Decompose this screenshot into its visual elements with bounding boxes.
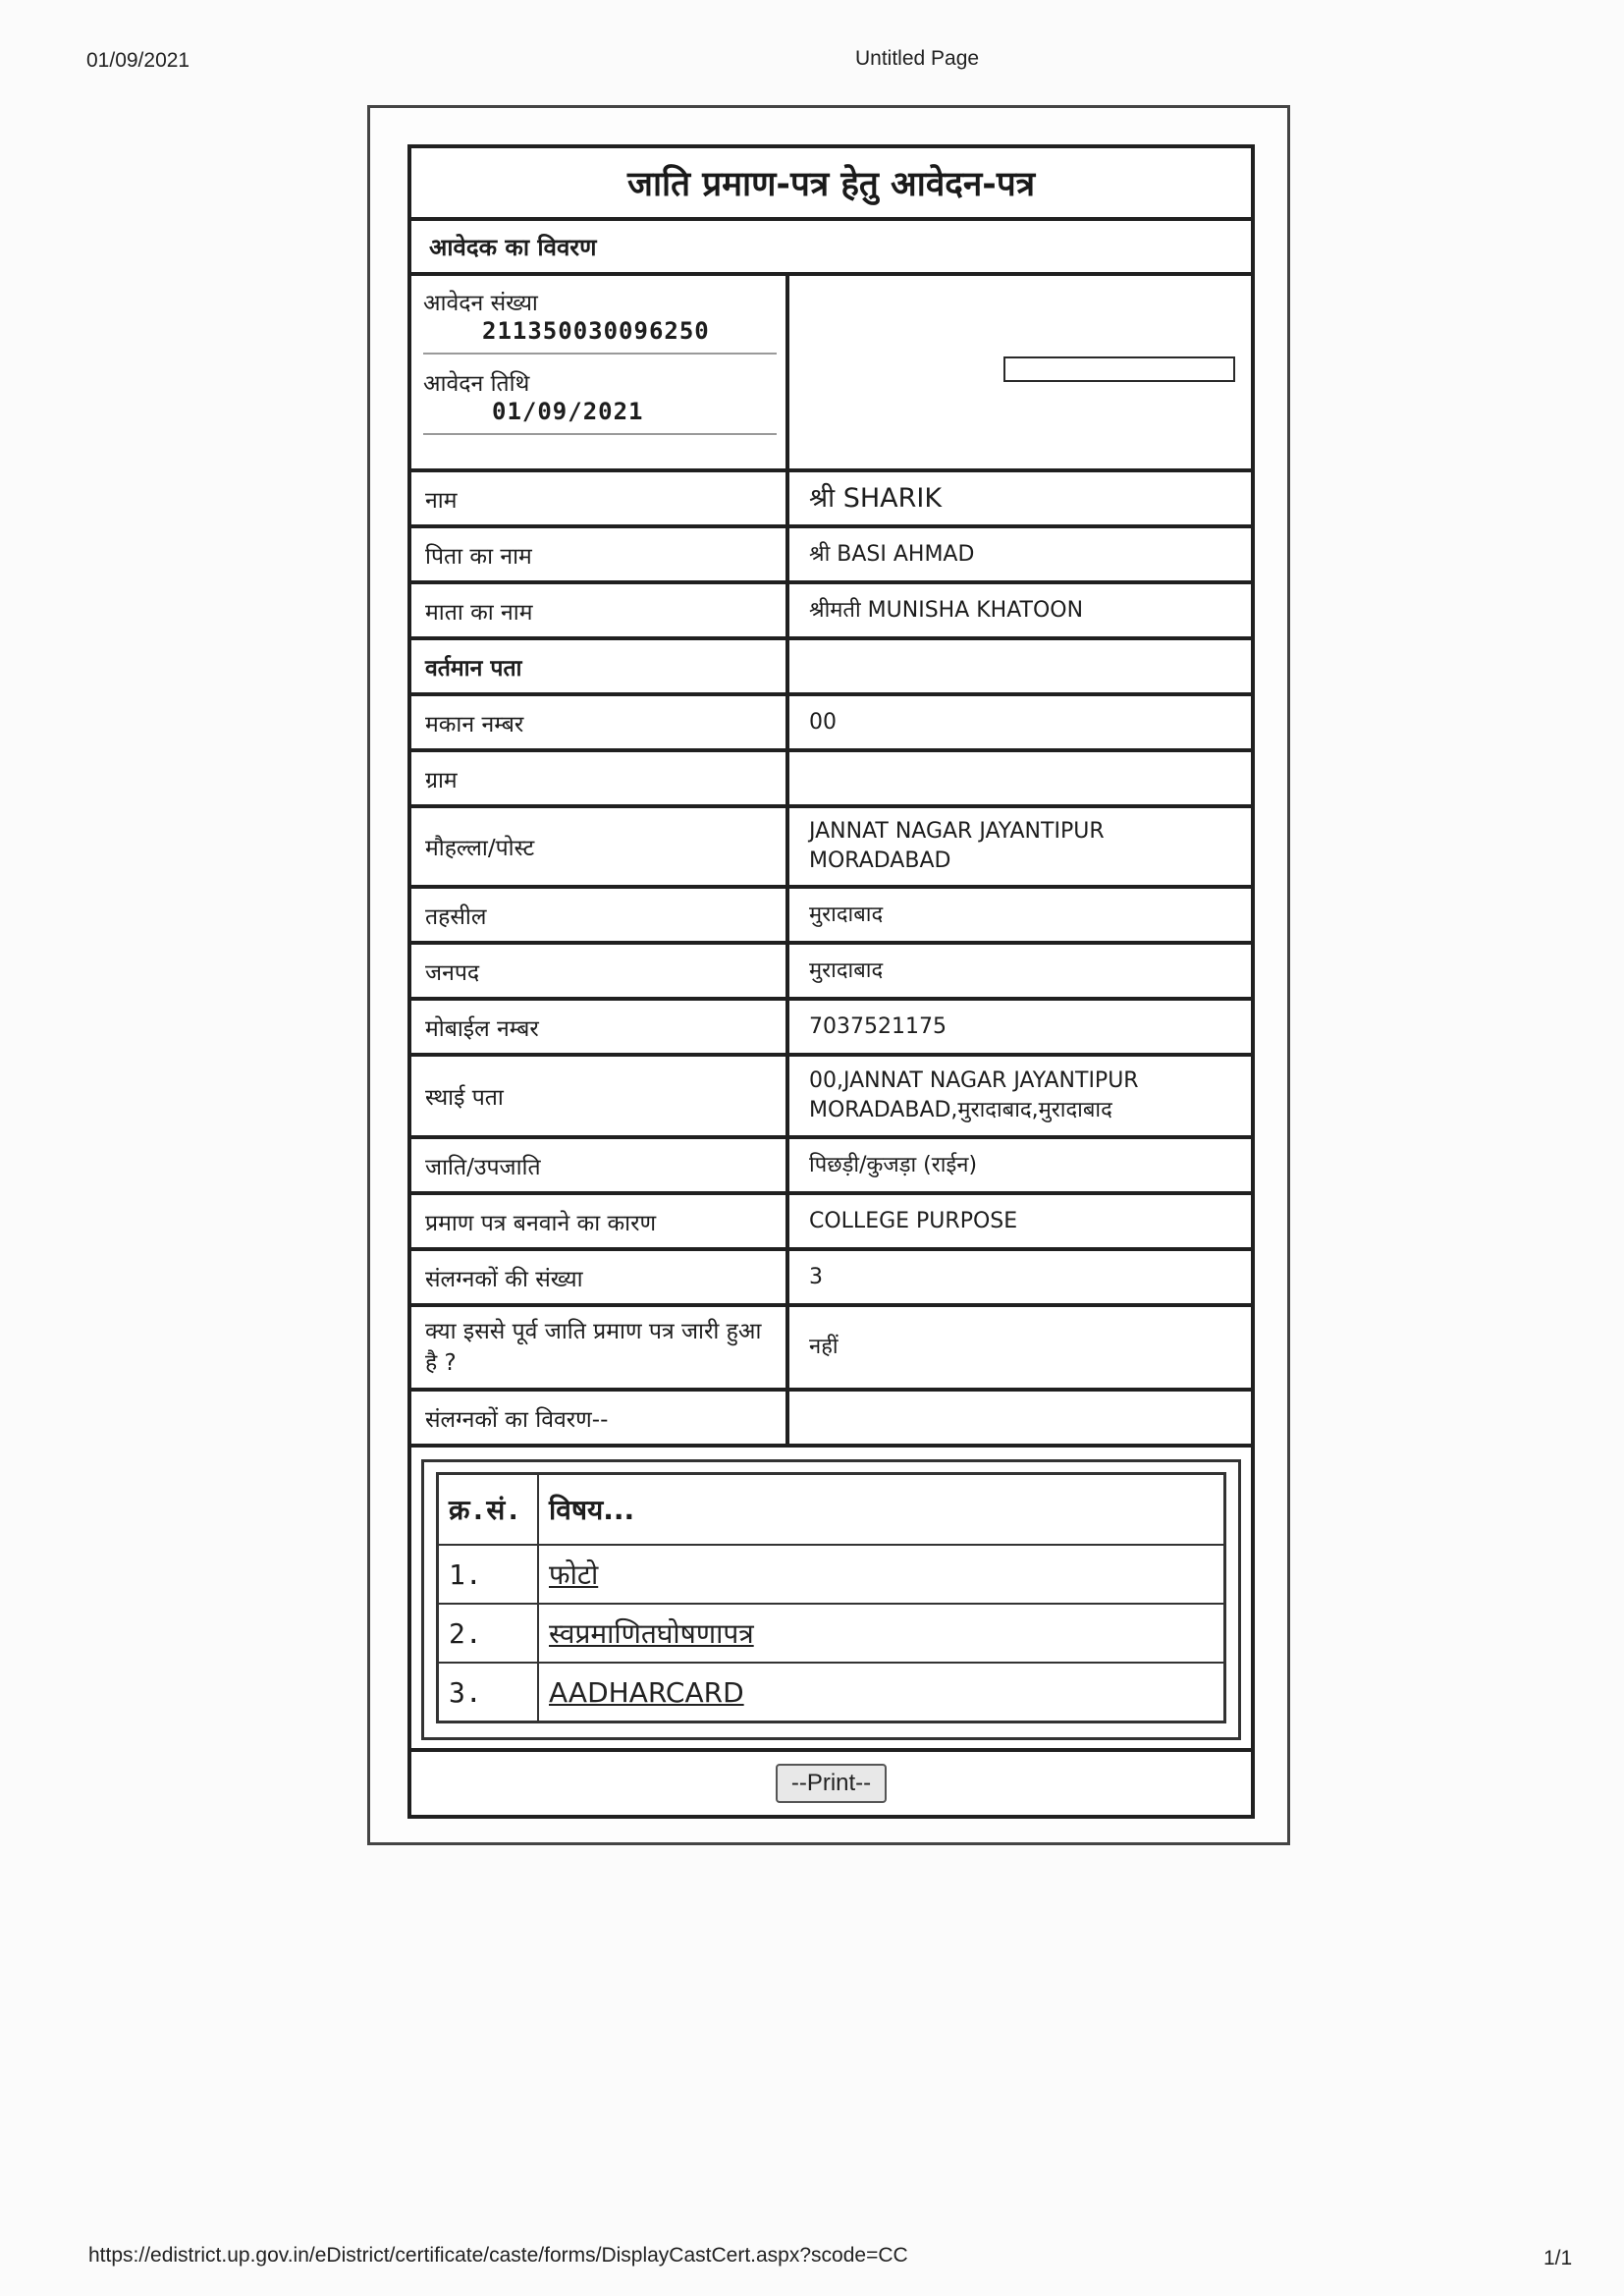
section-title: आवेदक का विवरण	[411, 221, 1251, 276]
application-date-item	[423, 366, 777, 435]
field-label: पिता का नाम	[411, 528, 789, 580]
field-row-father-name	[411, 528, 1251, 584]
field-row-attachment-details	[411, 1392, 1251, 1448]
print-date: 01/09/2021	[86, 49, 190, 72]
field-label: ग्राम	[411, 752, 789, 804]
caste-certificate-form	[407, 144, 1255, 1819]
attachment-link-photo[interactable]: फोटो	[549, 1558, 599, 1591]
attachments-section	[411, 1448, 1251, 1752]
serial-number: 2.	[438, 1604, 539, 1663]
field-value: 7037521175	[809, 1013, 947, 1039]
page-title: Untitled Page	[855, 47, 980, 70]
field-row-district	[411, 945, 1251, 1001]
form-title: जाति प्रमाण-पत्र हेतु आवेदन-पत्र	[411, 148, 1251, 221]
photo-placeholder	[1003, 356, 1235, 382]
application-number: 211350030096250	[482, 317, 710, 345]
field-row-tehsil	[411, 889, 1251, 945]
serial-header: क्र.सं.	[438, 1474, 539, 1546]
field-value: श्रीमती MUNISHA KHATOON	[809, 597, 1084, 623]
print-button[interactable]: --Print--	[776, 1764, 887, 1803]
field-label: मौहल्ला/पोस्ट	[411, 808, 789, 885]
application-number-label: आवेदन संख्या	[423, 291, 538, 316]
attachments-table	[436, 1472, 1226, 1723]
field-label: तहसील	[411, 889, 789, 941]
field-value: मुरादाबाद	[809, 957, 884, 983]
field-row-village	[411, 752, 1251, 808]
field-row-previous-certificate	[411, 1307, 1251, 1392]
field-value: मुरादाबाद	[809, 902, 884, 927]
serial-number: 1.	[438, 1545, 539, 1604]
attachment-link-aadhar[interactable]: AADHARCARD	[549, 1675, 744, 1709]
field-value: पिछड़ी/कुजड़ा (राईन)	[809, 1152, 978, 1177]
field-row-mobile	[411, 1001, 1251, 1057]
field-value: JANNAT NAGAR JAYANTIPUR MORADABAD	[809, 819, 1105, 873]
field-value: 3	[809, 1264, 823, 1289]
field-value: नहीं	[809, 1335, 839, 1359]
field-label: नाम	[411, 472, 789, 524]
field-label: मोबाईल नम्बर	[411, 1001, 789, 1053]
field-value: 00,JANNAT NAGAR JAYANTIPUR MORADABAD,मुरादाबाद,मुरादाबाद	[809, 1068, 1139, 1122]
field-row-locality-post	[411, 808, 1251, 889]
field-label: क्या इससे पूर्व जाति प्रमाण पत्र जारी हुआ है ?	[411, 1307, 789, 1388]
field-row-caste	[411, 1139, 1251, 1195]
field-row-current-address	[411, 640, 1251, 696]
field-label: संलग्नकों की संख्या	[411, 1251, 789, 1303]
application-date: 01/09/2021	[492, 398, 644, 425]
table-row	[438, 1663, 1225, 1722]
field-value: श्री BASI AHMAD	[809, 541, 975, 567]
field-value: श्री SHARIK	[809, 482, 943, 514]
field-label: वर्तमान पता	[411, 640, 789, 692]
serial-number: 3.	[438, 1663, 539, 1722]
attachment-link-self-declaration[interactable]: स्वप्रमाणितघोषणापत्र	[549, 1617, 754, 1650]
field-row-attachment-count	[411, 1251, 1251, 1307]
page-count: 1/1	[1543, 2247, 1573, 2269]
field-label: मकान नम्बर	[411, 696, 789, 748]
application-number-item	[423, 286, 777, 355]
field-row-house-number	[411, 696, 1251, 752]
field-label: संलग्नकों का विवरण--	[411, 1392, 789, 1444]
application-block	[411, 276, 1251, 472]
subject-header: विषय...	[538, 1474, 1225, 1546]
field-value	[789, 1392, 1251, 1444]
field-row-purpose	[411, 1195, 1251, 1251]
field-label: माता का नाम	[411, 584, 789, 636]
table-row	[438, 1545, 1225, 1604]
table-header-row	[438, 1474, 1225, 1546]
field-value: 00	[809, 709, 837, 735]
field-value: COLLEGE PURPOSE	[809, 1208, 1018, 1233]
field-label: प्रमाण पत्र बनवाने का कारण	[411, 1195, 789, 1247]
field-value	[789, 752, 1251, 804]
field-label: स्थाई पता	[411, 1057, 789, 1135]
page-url: https://edistrict.up.gov.in/eDistrict/certificate/caste/forms/DisplayCastCert.aspx?scode=CC	[88, 2244, 908, 2267]
field-row-mother-name	[411, 584, 1251, 640]
print-row	[411, 1752, 1251, 1815]
table-row	[438, 1604, 1225, 1663]
field-row-permanent-address	[411, 1057, 1251, 1139]
field-label: जनपद	[411, 945, 789, 997]
application-date-label: आवेदन तिथि	[423, 371, 530, 397]
field-row-name	[411, 472, 1251, 528]
field-value	[789, 640, 1251, 692]
field-label: जाति/उपजाति	[411, 1139, 789, 1191]
